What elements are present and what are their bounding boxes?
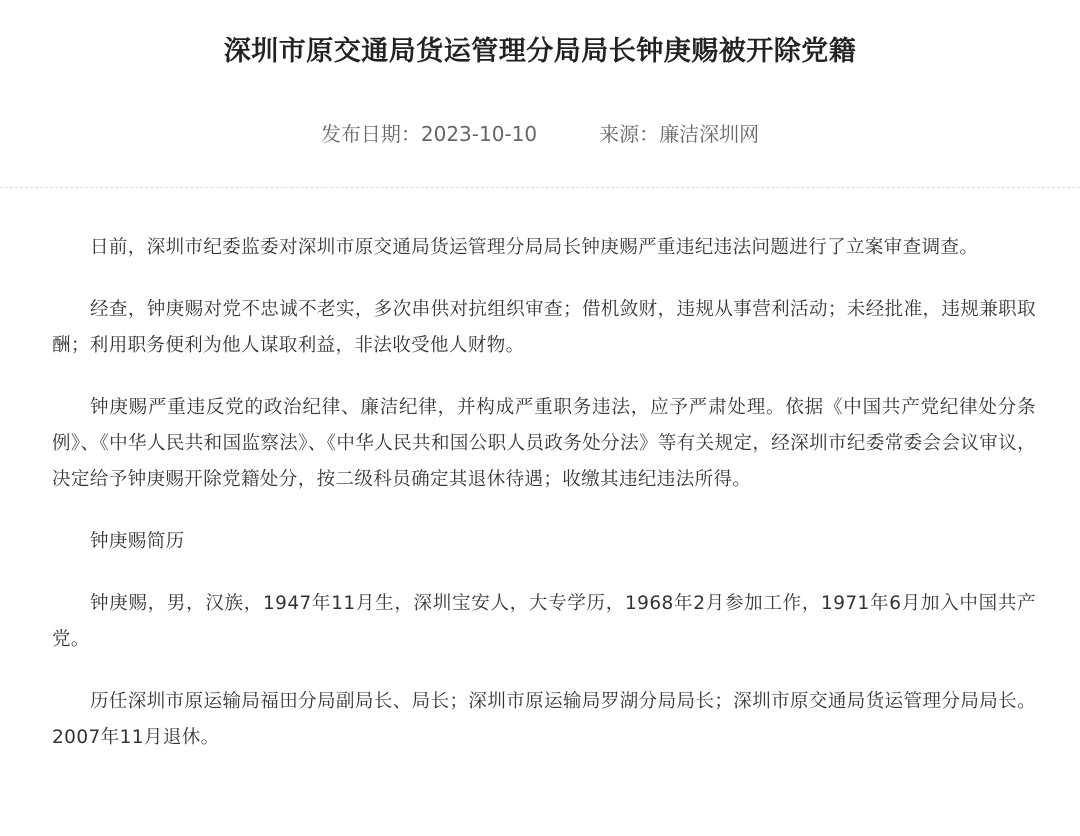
section-heading: 钟庚赐简历 (90, 531, 185, 552)
publish-date-value: 2023-10-10 (420, 122, 538, 146)
paragraph: 钟庚赐严重违反党的政治纪律、廉洁纪律，并构成严重职务违法，应予严肃处理。依据《中国共产党纪律处分条例》、《中华人民共和国监察法》、《中华人民共和国公职人员政务处分法》等有关规定，经深圳市纪委常委会会议审议，决定给予钟庚赐开除党籍处分，按二级科员确定其退休待遇；收缴其违纪违法所得。 (52, 397, 1036, 490)
publish-date-field (321, 116, 537, 152)
paragraph: 日前，深圳市纪委监委对深圳市原交通局货运管理分局局长钟庚赐严重违纪违法问题进行了立案审查调查。 (90, 237, 979, 258)
publish-date-label: 发布日期： (320, 122, 421, 146)
meta-divider (0, 187, 1080, 188)
paragraph: 经查，钟庚赐对党不忠诚不老实，多次串供对抗组织审查；借机敛财，违规从事营利活动；未经批准，违规兼职取酬；利用职务便利为他人谋取利益，非法收受他人财物。 (52, 299, 1036, 356)
article-title: 深圳市原交通局货运管理分局局长钟庚赐被开除党籍 (223, 36, 857, 67)
paragraph: 历任深圳市原运输局福田分局副局长、局长；深圳市原运输局罗湖分局局长；深圳市原交通局货运管理分局局长。2007年11月退休。 (52, 691, 1036, 748)
source-field (599, 116, 759, 152)
article-body (52, 230, 1036, 782)
source-value: 廉洁深圳网 (659, 122, 760, 146)
paragraph: 钟庚赐，男，汉族，1947年11月生，深圳宝安人，大专学历，1968年2月参加工作，1971年6月加入中国共产党。 (52, 593, 1036, 650)
article-meta (0, 116, 1080, 152)
source-label: 来源： (599, 122, 660, 146)
